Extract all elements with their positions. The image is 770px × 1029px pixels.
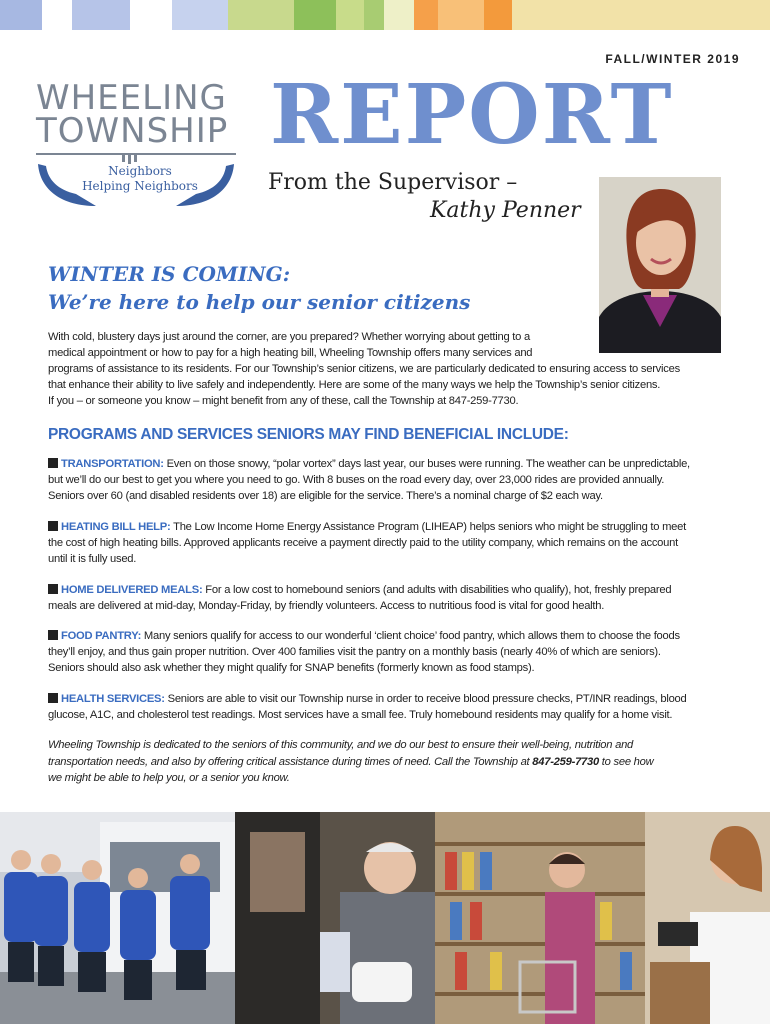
program-label: FOOD PANTRY: <box>61 630 142 642</box>
program-text: The Low Income Home Energy Assistance Program (LIHEAP) helps seniors who might be struggling to meet <box>170 521 686 533</box>
program-text: Seniors should also ask whether they might qualify for SNAP benefits (formerly known as food stamps). <box>48 662 535 674</box>
stripe-block <box>130 0 172 30</box>
program-text: For a low cost to homebound seniors (and adults with disabilities who qualify), hot, freshly prepared <box>202 584 672 596</box>
meal-delivery-photo <box>235 812 435 1024</box>
program-text: Seniors are able to visit our Township nurse in order to receive blood pressure checks, PT/INR readings, blood <box>164 693 687 705</box>
logo-emblem <box>36 150 236 208</box>
intro-line: If you – or someone you know – might benefit from any of these, call the Township at 847-259-7730. <box>48 395 519 407</box>
stripe-block <box>384 0 414 30</box>
closing-line: we might be able to help you, or a senior you know. <box>48 772 290 784</box>
nurse-photo <box>645 812 770 1024</box>
stripe-block <box>72 0 130 30</box>
stripe-block <box>0 0 42 30</box>
program-health-services <box>48 691 738 723</box>
stripe-block <box>172 0 228 30</box>
stripe-block <box>484 0 512 30</box>
township-logo <box>36 78 246 208</box>
program-label: HEALTH SERVICES: <box>61 693 165 705</box>
intro-line: With cold, blustery days just around the corner, are you prepared? Whether worrying about getting to a <box>48 331 530 343</box>
program-food-pantry <box>48 628 738 676</box>
supervisor-name: Kathy Penner <box>430 198 581 223</box>
stripe-block <box>42 0 72 30</box>
program-text: glucose, A1C, and cholesterol test readings. Most services have a small fee. Truly homebound residents may qualify for a home visit. <box>48 709 673 721</box>
closing-paragraph <box>48 737 653 787</box>
program-text: Seniors over 60 (and disabled residents over 18) are eligible for the service. There’s a nominal charge of $2 each way. <box>48 490 603 502</box>
program-text: Even on those snowy, “polar vortex” days last year, our buses were running. The weather can be unpredictable, <box>163 458 690 470</box>
food-pantry-photo <box>435 812 645 1024</box>
intro-line: programs of assistance to its residents. For our Township’s senior citizens, we are particularly dedicated to ensuring access to services <box>48 363 680 375</box>
intro-line: that enhance their ability to live safely and independently. Here are some of the many ways we help the Township’s senior citizens. <box>48 379 661 391</box>
stripe-block <box>336 0 364 30</box>
closing-text: transportation needs, and also by offering critical assistance during times of need. Call the Township at <box>48 755 533 768</box>
program-label: HOME DELIVERED MEALS: <box>61 584 203 596</box>
logo-tagline <box>80 164 200 194</box>
stripe-block <box>364 0 384 30</box>
logo-line2: TOWNSHIP <box>36 111 229 151</box>
supervisor-portrait <box>599 177 721 353</box>
program-label: TRANSPORTATION: <box>61 458 164 470</box>
photo-collage <box>0 812 770 1024</box>
closing-line: Wheeling Township is dedicated to the seniors of this community, and we do our best to ensure their well-being, nutrition and <box>48 739 634 751</box>
bullet-square-icon <box>48 458 58 468</box>
closing-text: to see how <box>598 755 654 768</box>
bus-drivers-photo <box>0 812 235 1024</box>
programs-heading: PROGRAMS AND SERVICES SENIORS MAY FIND BENEFICIAL INCLUDE: <box>48 426 569 443</box>
logo-line1: WHEELING <box>36 78 227 118</box>
stripe-block <box>228 0 294 30</box>
headline-line2: We’re here to help our senior citizens <box>48 290 471 314</box>
stripe-block <box>512 0 770 30</box>
program-heating-bill-help <box>48 519 738 567</box>
tagline-line1: Neighbors <box>108 164 172 178</box>
supervisor-line1: From the Supervisor – <box>268 170 518 195</box>
program-text: until it is fully used. <box>48 553 137 565</box>
stripe-block <box>438 0 484 30</box>
program-text: but we’ll do our best to get you where you need to go. With 8 buses on the road every day, over 23,000 rides are provided annually. <box>48 474 665 486</box>
closing-line <box>48 754 653 771</box>
program-text: the cost of high heating bills. Approved applicants receive a payment directly paid to the utility company, which remains on the account <box>48 537 678 549</box>
program-transportation <box>48 456 738 504</box>
tagline-line2: Helping Neighbors <box>82 179 198 193</box>
bullet-square-icon <box>48 693 58 703</box>
report-title: REPORT <box>270 67 674 163</box>
bullet-square-icon <box>48 584 58 594</box>
program-text: meals are delivered at mid-day, Monday-Friday, by friendly volunteers. Access to nutritious food is vital for good health. <box>48 600 605 612</box>
program-home-delivered-meals <box>48 582 738 614</box>
bullet-square-icon <box>48 630 58 640</box>
program-text: Many seniors qualify for access to our wonderful ‘client choice’ food pantry, which allows them to choose the foods <box>141 630 680 642</box>
stripe-block <box>294 0 336 30</box>
program-label: HEATING BILL HELP: <box>61 521 171 533</box>
headline-line1: WINTER IS COMING: <box>48 262 291 286</box>
intro-paragraph <box>48 329 680 409</box>
program-text: they’ll enjoy, and thus gain proper nutrition. Over 400 families visit the pantry on a monthly basis (nearly 40% of which are seniors). <box>48 646 661 658</box>
bullet-square-icon <box>48 521 58 531</box>
phone-number: 847-259-7730 <box>532 755 599 768</box>
color-stripe <box>0 0 770 30</box>
issue-label: FALL/WINTER 2019 <box>605 52 740 66</box>
stripe-block <box>414 0 438 30</box>
intro-line: medical appointment or how to pay for a high heating bill, Wheeling Township offers many services and <box>48 347 533 359</box>
